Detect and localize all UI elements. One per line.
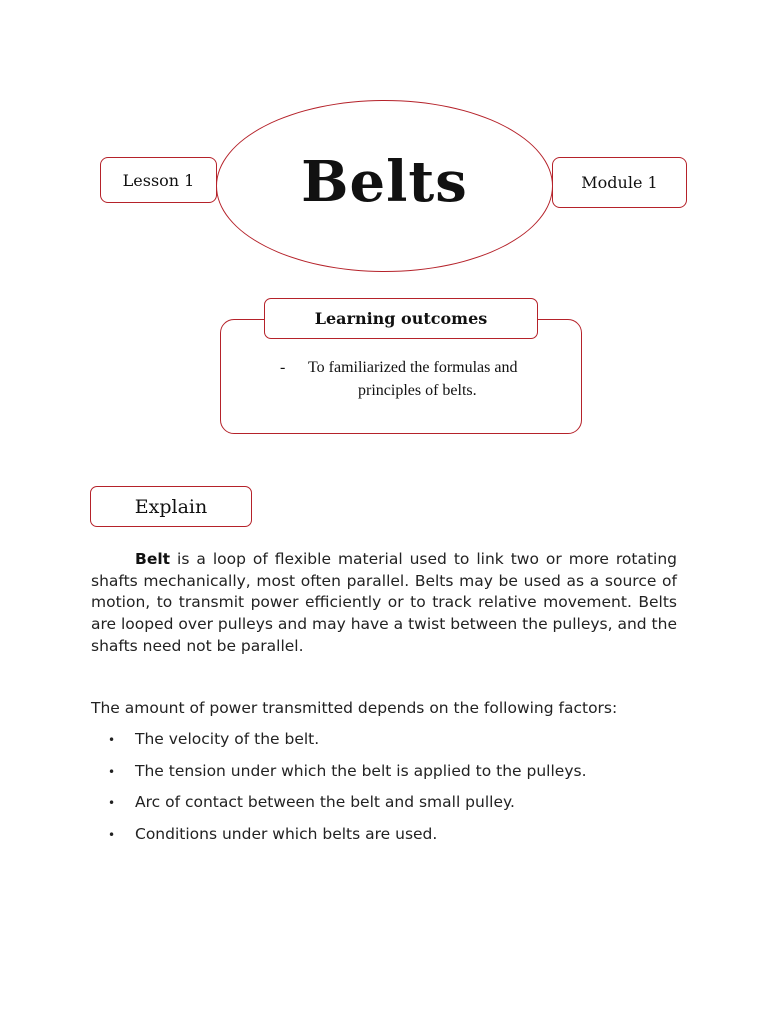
bullet-icon: • — [108, 827, 116, 842]
bullet-icon: • — [108, 733, 116, 747]
factor-text: Conditions under which belts are used. — [135, 824, 438, 843]
list-item — [108, 793, 587, 825]
learning-outcomes-heading: Learning outcomes — [314, 309, 488, 328]
factors-list — [108, 730, 587, 856]
explain-label: Explain — [134, 495, 208, 518]
lesson-label-box — [100, 157, 217, 203]
module-label-box — [552, 157, 687, 208]
list-item — [108, 825, 587, 857]
module-label: Module 1 — [581, 173, 658, 192]
belt-definition: is a loop of flexible material used to link two or more rotating shafts mechanically, most often parallel. Belts may be used as a source of motion, to transmit power efficiently or to track relative movement. Belts are looped over pulleys and may have a twist between the pulleys, and the shafts need not be parallel. — [91, 550, 677, 655]
learning-outcomes-heading-box — [264, 298, 538, 339]
outcome-dash: - — [280, 359, 286, 376]
factors-intro: The amount of power transmitted depends on the following factors: — [91, 699, 618, 717]
bullet-icon: • — [108, 796, 116, 810]
page-title: Belts — [301, 149, 468, 215]
factor-text: The tension under which the belt is applied to the pulleys. — [135, 761, 587, 780]
factor-text: Arc of contact between the belt and small pulley. — [135, 793, 515, 811]
outcome-line-2: principles of belts. — [358, 382, 477, 399]
title-oval — [216, 100, 553, 272]
outcome-line-1: To familiarized the formulas and — [308, 359, 518, 376]
bullet-icon: • — [108, 764, 116, 779]
learning-outcome-item — [280, 356, 580, 402]
lesson-label: Lesson 1 — [122, 170, 195, 190]
factor-text: The velocity of the belt. — [135, 730, 320, 748]
list-item — [108, 762, 587, 794]
belt-definition-paragraph — [91, 549, 677, 658]
explain-label-box — [90, 486, 252, 527]
belt-term: Belt — [135, 550, 171, 568]
list-item — [108, 730, 587, 762]
